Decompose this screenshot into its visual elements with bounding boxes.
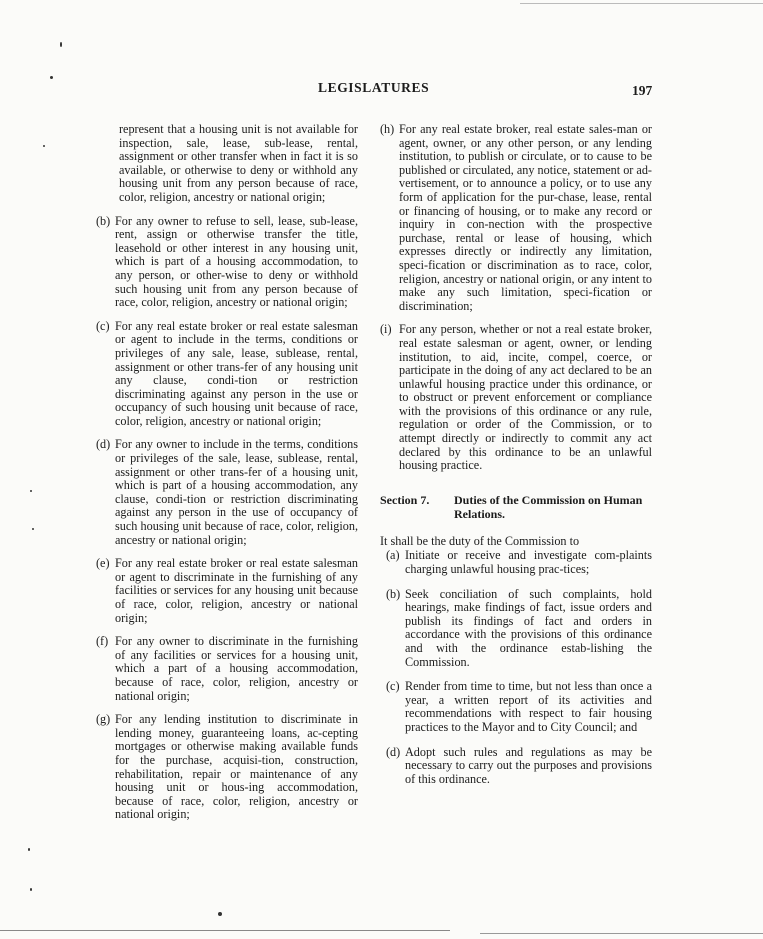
- clause-b: [96, 215, 358, 310]
- running-head: LEGISLATURES: [318, 80, 430, 95]
- duty-c: [386, 680, 652, 734]
- section-title: Duties of the Commission on Human Relations.: [454, 492, 643, 521]
- scan-speck: [32, 528, 34, 530]
- clause-label: (d): [96, 437, 111, 452]
- duty-text: Seek conciliation of such complaints, hold hearings, make findings of fact, issue orders and publish its findings of fact and orders in accordance with the provisions of this ordinance and with the ordinance estab-lishing the Commission.: [405, 586, 652, 669]
- continuation-paragraph: represent that a housing unit is not available for inspection, sale, lease, sub-lease, rental, assignment or other transfer when in fact it is so available, or otherwise to deny or withhold any housing unit from any person because of race, color, religion, ancestry or national origin;: [119, 122, 358, 204]
- scan-speck: [50, 76, 53, 79]
- section-heading: [380, 493, 652, 521]
- scan-speck: [218, 912, 222, 916]
- clause-i: [380, 323, 652, 473]
- clause-d: [96, 438, 358, 547]
- clause-c: [96, 320, 358, 429]
- scan-speck: [30, 888, 32, 891]
- clause-text: For any lending institution to discriminate in lending money, guaranteeing loans, ac-cepting mortgages or otherwise making available funds for the purchase, acquisi-tion, construction, rehabilitation, repair or maintenance of any housing unit or hous-ing accommodation, because of race, color, religion, ancestry or national origin;: [115, 712, 358, 822]
- clause-text: For any person, whether or not a real estate broker, real estate salesman or agent, owner, or lending institution, to aid, incite, compel, coerce, or participate in the doing of any act declared to be an unlawful housing practice under this ordinance, or to obstruct or prevent enforcement or compliance with the provisions of this ordinance or any rule, regulation or order of the Commission, or to attempt directly or indirectly to commit any act declared by this ordinance to be an unlawful housing practice.: [399, 322, 652, 473]
- clause-label: (f): [96, 634, 109, 649]
- scan-speck: [60, 42, 62, 47]
- duty-b: [386, 588, 652, 670]
- clause-text: For any owner to discriminate in the furnishing of any facilities or services for a housing unit, which a part of a housing accommodation, because of race, color, religion, ancestry or national origin;: [115, 634, 358, 703]
- duty-d: [386, 746, 652, 787]
- duty-text: Adopt such rules and regulations as may be necessary to carry out the purposes and provisions of this ordinance.: [405, 744, 652, 786]
- duty-label: (d): [386, 744, 401, 759]
- scan-edge-line: [480, 933, 763, 934]
- duty-label: (c): [386, 679, 400, 694]
- clause-text: For any real estate broker, real estate sales-man or agent, owner, or any other person, or any lending institution, to publish or circulate, or to cause to be published or circulated, any notice, statement or ad-vertisement, or to announce a policy, or to use any form of application for the pur-chase, lease, rental or financing of housing, or to make any record or inquiry in con-nection with the prospective purchase, rental or lease of housing, which expresses directly or indirectly any limitation, speci-fication or discrimination as to race, color, religion, ancestry or national origin, or any intent to make any such limitation, speci-fication or discrimination;: [399, 122, 652, 313]
- scan-speck: [30, 490, 32, 492]
- clause-text: For any owner to include in the terms, conditions or privileges of the sale, lease, sublease, rental, assignment or other trans-fer of a housing unit, which is part of a housing accommodation, any clause, condi-tion or restriction discriminating against any person in the use of occupancy of such housing unit because of race, color, religion, ancestry or national origin;: [115, 437, 358, 547]
- clause-label: (i): [380, 322, 392, 337]
- section-number: Section 7.: [380, 492, 430, 507]
- scan-edge-line: [520, 3, 763, 4]
- clause-f: [96, 635, 358, 703]
- scan-speck: [28, 848, 30, 851]
- clause-text: For any owner to refuse to sell, lease, sub-lease, rent, assign or otherwise transfer the title, leasehold or other interest in any housing unit, which is part of a housing accommodation, to any person, or other-wise to deny or withhold such housing unit from any person because of race, color, religion, ancestry or national origin;: [115, 213, 358, 310]
- clause-h: [380, 123, 652, 313]
- clause-label: (c): [96, 318, 110, 333]
- clause-label: (e): [96, 556, 110, 571]
- clause-text: For any real estate broker or real estate salesman or agent to discriminate in the furnishing of any facilities or services for any housing unit because of race, color, religion, ancestry or national origin;: [115, 556, 358, 625]
- duty-text: Initiate or receive and investigate com-plaints charging unlawful housing prac-tices;: [405, 548, 652, 577]
- clause-label: (h): [380, 122, 395, 136]
- clause-e: [96, 557, 358, 625]
- duty-label: (a): [386, 548, 400, 563]
- duty-list: [380, 549, 652, 786]
- duty-label: (b): [386, 586, 401, 601]
- clause-label: (b): [96, 213, 111, 228]
- clause-label: (g): [96, 712, 111, 727]
- page-number: 197: [632, 83, 653, 98]
- left-column: [96, 123, 358, 832]
- scan-edge-line: [0, 930, 450, 931]
- duty-text: Render from time to time, but not less than once a year, a written report of its activities and recommendations with respect to fair housing practices to the Mayor and to City Council; and: [405, 679, 652, 734]
- clause-g: [96, 713, 358, 822]
- duty-a: [386, 549, 652, 576]
- scan-speck: [43, 145, 45, 147]
- right-column: [380, 123, 652, 797]
- section-lead: It shall be the duty of the Commission to: [380, 533, 580, 548]
- clause-text: For any real estate broker or real estate salesman or agent to include in the terms, conditions or privileges of any sale, lease, sublease, rental, assignment or other trans-fer of any housing unit any clause, condi-tion or restriction discriminating against any person in the use or occupancy of such housing unit because of race, color, religion, ancestry or national origin;: [115, 318, 358, 428]
